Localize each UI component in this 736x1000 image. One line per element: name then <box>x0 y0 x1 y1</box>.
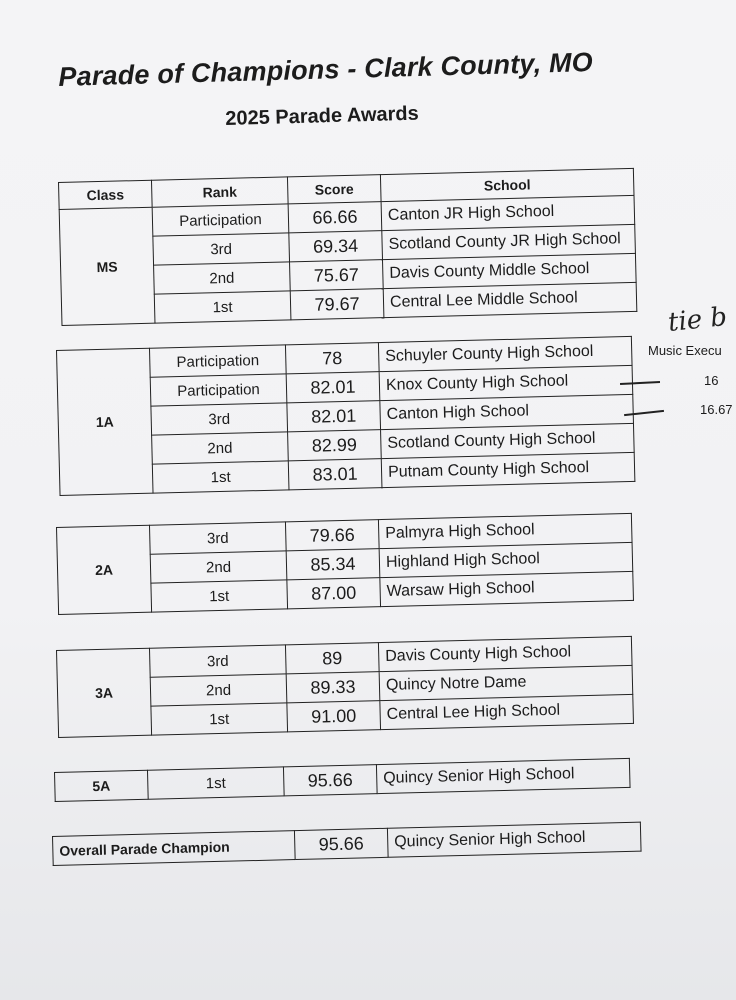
rank-cell: 3rd <box>149 522 286 554</box>
score-cell: 95.66 <box>294 828 388 859</box>
class-3a-table <box>56 636 634 738</box>
score-cell: 78 <box>285 343 379 374</box>
school-cell: Quincy Senior High School <box>387 822 641 857</box>
school-cell: Central Lee Middle School <box>383 282 637 317</box>
class-label: 1A <box>57 348 154 495</box>
rank-cell: 1st <box>151 580 288 612</box>
column-header-class: Class <box>59 180 153 209</box>
school-cell: Canton JR High School <box>381 195 635 230</box>
score-cell: 89 <box>285 643 379 674</box>
score-cell: 87.00 <box>287 578 381 609</box>
rank-cell: 2nd <box>150 551 287 583</box>
rank-cell: 2nd <box>152 432 289 464</box>
school-cell: Scotland County JR High School <box>382 224 636 259</box>
school-cell: Warsaw High School <box>380 571 634 606</box>
class-2a-table <box>56 513 634 615</box>
column-header-school: School <box>380 168 634 201</box>
school-cell: Knox County High School <box>379 365 633 400</box>
rank-cell: 2nd <box>154 262 291 294</box>
school-cell: Canton High School <box>380 394 634 429</box>
rank-cell: Participation <box>149 345 286 377</box>
score-cell: 69.34 <box>289 231 383 262</box>
rank-cell: Participation <box>150 374 287 406</box>
rank-cell: 1st <box>147 767 284 799</box>
score-cell: 89.33 <box>286 672 380 703</box>
score-cell: 82.99 <box>288 430 382 461</box>
column-header-score: Score <box>287 175 381 204</box>
rank-cell: 3rd <box>151 403 288 435</box>
school-cell: Davis County High School <box>378 636 632 671</box>
rank-cell: 2nd <box>150 674 287 706</box>
school-cell: Palmyra High School <box>378 513 632 548</box>
school-cell: Schuyler County High School <box>378 336 632 371</box>
school-cell: Central Lee High School <box>380 694 634 729</box>
score-cell: 79.67 <box>290 289 384 320</box>
overall-champion-label: Overall Parade Champion <box>53 831 296 866</box>
rank-cell: 1st <box>151 703 288 735</box>
page-title: Parade of Champions - Clark County, MO <box>58 47 594 92</box>
tiebreak-value: 16.67 <box>700 402 733 417</box>
rank-cell: 1st <box>152 461 289 493</box>
class-1a-table <box>56 336 635 496</box>
score-cell: 82.01 <box>287 401 381 432</box>
school-cell: Quincy Notre Dame <box>379 665 633 700</box>
column-header-rank: Rank <box>151 177 288 207</box>
score-cell: 75.67 <box>290 260 384 291</box>
score-cell: 91.00 <box>287 701 381 732</box>
rank-cell: 1st <box>154 291 291 323</box>
page-subtitle: 2025 Parade Awards <box>225 102 420 130</box>
class-label: 3A <box>57 648 152 737</box>
school-cell: Davis County Middle School <box>382 253 636 288</box>
ms-table <box>58 168 637 326</box>
score-cell: 66.66 <box>288 202 382 233</box>
music-execution-header: Music Execu <box>648 343 722 358</box>
score-cell: 85.34 <box>286 549 380 580</box>
rank-cell: Participation <box>152 204 289 236</box>
score-cell: 83.01 <box>288 459 382 490</box>
school-cell: Highland High School <box>379 542 633 577</box>
rank-cell: 3rd <box>153 233 290 265</box>
handwritten-tie-note: tie b <box>666 301 729 339</box>
school-cell: Putnam County High School <box>381 452 635 487</box>
tiebreak-value: 16 <box>704 373 719 388</box>
school-cell: Scotland County High School <box>381 423 635 458</box>
score-cell: 95.66 <box>283 765 377 796</box>
school-cell: Quincy Senior High School <box>376 758 630 793</box>
class-label: 2A <box>57 525 152 614</box>
score-cell: 79.66 <box>285 520 379 551</box>
class-label: MS <box>59 207 155 325</box>
class-label: 5A <box>55 770 149 801</box>
rank-cell: 3rd <box>149 645 286 677</box>
score-cell: 82.01 <box>286 372 380 403</box>
